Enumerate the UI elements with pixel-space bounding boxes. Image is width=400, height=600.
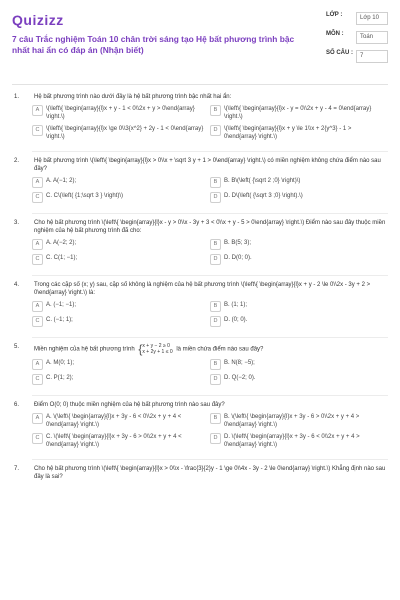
question-1: [12, 93, 388, 145]
question-7: [12, 465, 388, 481]
question-4: [12, 281, 388, 331]
answer-option-a[interactable]: [32, 301, 210, 312]
system-line-1: x + y − 2 ≥ 0: [142, 343, 170, 349]
meta-row-mon: [326, 31, 388, 44]
answer-option-a[interactable]: [32, 413, 210, 429]
option-letter-badge: A: [32, 177, 43, 188]
question-list: [12, 85, 388, 481]
option-letter-badge: C: [32, 254, 43, 265]
answer-options: [32, 105, 388, 145]
option-text: A. M(0; 1);: [46, 360, 75, 366]
question-6: [12, 401, 388, 453]
divider: [32, 213, 388, 214]
option-letter-badge: D: [210, 125, 221, 136]
answer-options: [32, 177, 388, 207]
answer-options: [32, 239, 388, 269]
option-letter-badge: B: [210, 413, 221, 424]
answer-option-c[interactable]: [32, 254, 210, 265]
question-header: [12, 401, 388, 409]
option-text: B. N(8; −5);: [224, 360, 255, 366]
socau-value: 7: [356, 50, 388, 63]
option-text: B. B\(\left( {\sqrt 2 ;0} \right)\): [224, 178, 301, 184]
answer-option-b[interactable]: [210, 359, 388, 370]
question-2: [12, 157, 388, 207]
divider: [32, 395, 388, 396]
divider: [32, 459, 388, 460]
question-number: 7.: [14, 466, 20, 472]
option-text: B. (1; 1);: [224, 302, 248, 308]
answer-option-d[interactable]: [210, 433, 388, 449]
option-letter-badge: C: [32, 316, 43, 327]
option-text: D. Q(−2; 0).: [224, 375, 256, 381]
option-letter-badge: A: [32, 359, 43, 370]
answer-option-d[interactable]: [210, 374, 388, 385]
question-header: [12, 219, 388, 235]
system-lines: [142, 343, 172, 355]
question-text: Cho hệ bất phương trình \(\left\{ \begin{array}{l}x - y > 0\\x - 3y + 3 < 0\\x + y - 5 > 0\end{array} \right.\) Điểm nào sau đây thuộc miền nghiệm của hệ bất phương trình đã cho:: [34, 220, 386, 234]
mon-value: Toán: [356, 31, 388, 44]
meta-row-lop: [326, 12, 388, 25]
option-letter-badge: A: [32, 239, 43, 250]
option-text: C. \(\left\{ \begin{array}{l}x + 3y - 6 > 0\\2x + y + 4 < 0\end{array} \right.\): [46, 434, 182, 448]
question-text: Hệ bất phương trình nào dưới đây là hệ bất phương trình bậc nhất hai ẩn:: [34, 94, 232, 100]
system-line-2: x + 2y + 1 ≤ 0: [142, 349, 173, 355]
question-text-before: Miền nghiệm của hệ bất phương trình: [34, 346, 135, 353]
option-text: D. (0; 0).: [224, 317, 248, 323]
option-letter-badge: C: [32, 125, 43, 136]
option-letter-badge: D: [210, 374, 221, 385]
option-letter-badge: B: [210, 105, 221, 116]
question-number: 2.: [14, 158, 20, 164]
question-number: 3.: [14, 220, 20, 226]
option-text: C. C\(\left( {1;\sqrt 3 } \right)\): [46, 193, 124, 199]
option-text: \(\left\{ \begin{array}{l}x + y \le 1\\x + 2{y^3} - 1 > 0\end{array} \right.\): [224, 126, 352, 140]
question-text: Cho hệ bất phương trình \(\left\{ \begin{array}{l}x > 0\\x - \frac{3}{2}y - 1 \ge 0\\4x - 3y - 2 \le 0\end{array} \right.\) Khẳng định nào sau đây là sai?: [34, 466, 386, 480]
option-letter-badge: A: [32, 413, 43, 424]
option-text: D. D(0; 0).: [224, 255, 252, 261]
option-letter-badge: D: [210, 192, 221, 203]
option-text: \(\left\{ \begin{array}{l}x \ge 0\\3{x^2} + 2y - 1 < 0\end{array} \right.\): [46, 126, 204, 140]
answer-option-c[interactable]: [32, 433, 210, 449]
option-text: \(\left\{ \begin{array}{l}x + y - 1 < 0\\2x + y > 0\end{array} \right.\): [46, 106, 195, 120]
answer-option-c[interactable]: [32, 192, 210, 203]
answer-option-a[interactable]: [32, 359, 210, 370]
option-text: B. \(\left\{ \begin{array}{l}x + 3y - 6 > 0\\2x + y + 4 > 0\end{array} \right.\): [224, 414, 360, 428]
option-letter-badge: C: [32, 192, 43, 203]
question-header: [12, 465, 388, 481]
divider: [32, 275, 388, 276]
question-header: [12, 343, 388, 355]
option-text: D. D\(\left( {\sqrt 3 ;0} \right).\): [224, 193, 303, 199]
question-text: Trong các cặp số (x; y) sau, cặp số không là nghiệm của hệ bất phương trình \(\left\{ \begin{array}{l}x + y - 2 \le 0\\2x - 3y + 2 > 0\end{array} \right.\) là:: [34, 282, 371, 296]
question-header: [12, 281, 388, 297]
option-text: B. B(5; 3);: [224, 240, 252, 246]
question-header: [12, 157, 388, 173]
answer-option-d[interactable]: [210, 254, 388, 265]
answer-options: [32, 413, 388, 453]
option-text: D. \(\left\{ \begin{array}{l}x + 3y - 6 < 0\\2x + y + 4 > 0\end{array} \right.\): [224, 434, 360, 448]
socau-label: SỐ CÂU :: [326, 50, 353, 56]
option-letter-badge: B: [210, 239, 221, 250]
question-text: Điểm O(0; 0) thuộc miền nghiệm của hệ bất phương trình nào sau đây?: [34, 402, 225, 408]
answer-option-a[interactable]: [32, 105, 210, 121]
answer-option-d[interactable]: [210, 125, 388, 141]
option-letter-badge: B: [210, 177, 221, 188]
answer-option-b[interactable]: [210, 105, 388, 121]
answer-option-b[interactable]: [210, 239, 388, 250]
option-letter-badge: A: [32, 301, 43, 312]
answer-options: [32, 359, 388, 389]
question-number: 6.: [14, 402, 20, 408]
option-letter-badge: D: [210, 254, 221, 265]
lop-value: Lớp 10: [356, 12, 388, 25]
question-number: 4.: [14, 282, 20, 288]
answer-option-c[interactable]: [32, 125, 210, 141]
question-number: 5.: [14, 344, 20, 350]
answer-option-b[interactable]: [210, 413, 388, 429]
option-letter-badge: C: [32, 374, 43, 385]
option-letter-badge: D: [210, 433, 221, 444]
answer-option-a[interactable]: [32, 177, 210, 188]
question-5: [12, 343, 388, 389]
option-letter-badge: D: [210, 316, 221, 327]
inequality-system: [138, 343, 172, 355]
divider: [32, 151, 388, 152]
brace-icon: {: [138, 342, 143, 356]
lop-label: LỚP :: [326, 12, 343, 18]
option-letter-badge: A: [32, 105, 43, 116]
option-text: C. (−1; 1);: [46, 317, 73, 323]
answer-option-b[interactable]: [210, 177, 388, 188]
answer-option-c[interactable]: [32, 316, 210, 327]
option-text: C. P(1; 2);: [46, 375, 74, 381]
answer-options: [32, 301, 388, 331]
question-text-after: là miền chứa điểm nào sau đây?: [176, 346, 264, 353]
divider: [32, 337, 388, 338]
option-text: A. A(−1; 2);: [46, 178, 77, 184]
option-letter-badge: B: [210, 301, 221, 312]
option-letter-badge: B: [210, 359, 221, 370]
option-text: A. A(−2; 2);: [46, 240, 77, 246]
worksheet-title: 7 câu Trắc nghiệm Toán 10 chân trời sáng tạo Hệ bất phương trình bậc nhất hai ẩn có đáp án (Nhận biết): [12, 34, 295, 55]
question-number: 1.: [14, 94, 20, 100]
question-header: [12, 93, 388, 101]
answer-option-d[interactable]: [210, 316, 388, 327]
option-text: A. (−1; −1);: [46, 302, 77, 308]
answer-option-d[interactable]: [210, 192, 388, 203]
answer-option-a[interactable]: [32, 239, 210, 250]
mon-label: MÔN :: [326, 31, 344, 37]
question-text: [34, 343, 388, 355]
answer-option-b[interactable]: [210, 301, 388, 312]
meta-row-socau: [326, 50, 388, 63]
answer-option-c[interactable]: [32, 374, 210, 385]
option-text: A. \(\left\{ \begin{array}{l}x + 3y - 6 < 0\\2x + y + 4 < 0\end{array} \right.\): [46, 414, 182, 428]
option-text: C. C(1; −1);: [46, 255, 78, 261]
meta-box: [326, 12, 388, 69]
question-text: Hệ bất phương trình \(\left\{ \begin{array}{l}x > 0\\x + \sqrt 3 y + 1 > 0\end{array} \right.\) có miền nghiệm không chứa điểm nào sau đây?: [34, 158, 381, 172]
quizizz-logo: Quizizz: [12, 12, 64, 28]
option-letter-badge: C: [32, 433, 43, 444]
question-3: [12, 219, 388, 269]
worksheet-header: [12, 12, 388, 85]
option-text: \(\left\{ \begin{array}{l}x - y = 0\\2x + y - 4 = 0\end{array} \right.\): [224, 106, 372, 120]
